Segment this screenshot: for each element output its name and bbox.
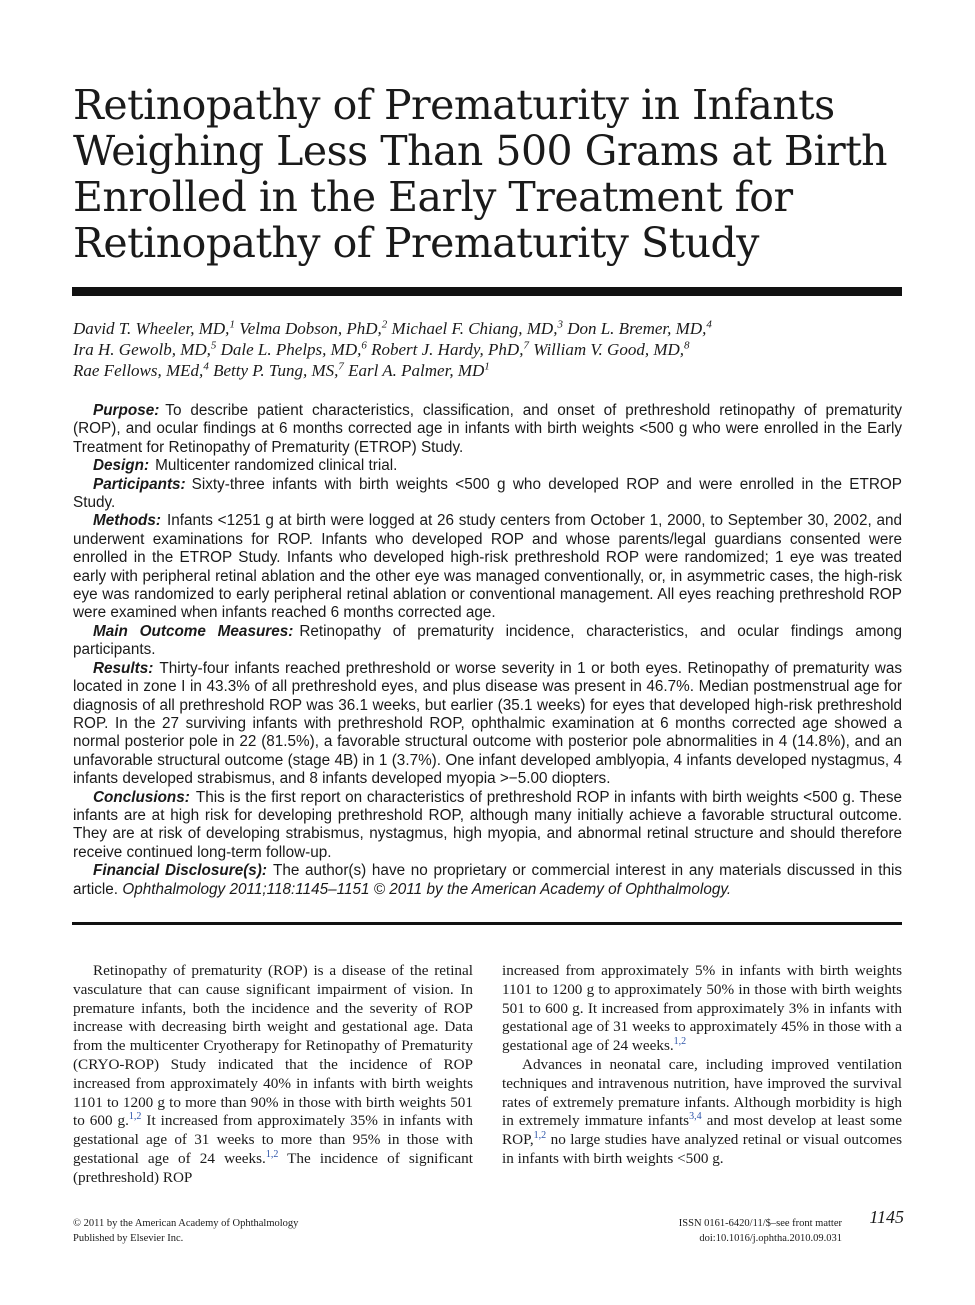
- author-name: Don L. Bremer, MD,: [567, 319, 707, 338]
- title-line: Retinopathy of Prematurity Study: [73, 219, 759, 267]
- abstract-conclusions: [73, 789, 902, 863]
- purpose-label: Purpose:: [93, 402, 160, 419]
- body-paragraph: [502, 962, 902, 1056]
- author-name: Michael F. Chiang, MD,: [391, 319, 558, 338]
- participants-text: Sixty-three infants with birth weights <500 g who developed ROP and were enrolled in the ETROP Study.: [73, 475, 902, 512]
- reference-link[interactable]: 1,2: [533, 1130, 547, 1142]
- copyright-text: © 2011 by the American Academy of Ophthalmology: [73, 1218, 299, 1229]
- body-text: no large studies have analyzed retinal or visual outcomes in infants with birth weights <500 g.: [502, 1131, 902, 1167]
- body-paragraph: [73, 962, 473, 1188]
- conclusions-label: Conclusions:: [93, 788, 190, 806]
- results-text: Thirty-four infants reached prethreshold or worse severity in 1 or both eyes. Retinopathy of prematurity was located in zone I in 43.3% of all prethreshold eyes, and plus disease was present in 46.7%. Median postmenstrual age for diagnosis of all prethreshold ROP was 36.1 weeks, but earlier (35.1 weeks) for eyes that developed high-risk prethreshold ROP. In the 27 surviving infants with prethreshold ROP, ophthalmic examination at 6 months corrected age showed a normal posterior pole in 22 (81.5%), a favorable structural outcome with posterior pole abnormalities in 4 (14.8%), and an unfavorable structural outcome (stage 4B) in 1 (3.7%). One infant developed amblyopia, 4 infants developed nystagmus, 4 infants developed strabismus, and 8 infants developed myopia >−5.00 diopters.: [73, 659, 902, 788]
- title-line: Enrolled in the Early Treatment for: [73, 173, 793, 221]
- conclusions-text: This is the first report on characteristics of prethreshold ROP in infants with birth weights <500 g. These infants are at high risk for developing prethreshold ROP, although many initially achieve a favorable structural outcome. They are at risk of developing strabismus, nystagmus, high myopia, and abnormal retinal structure and should therefore receive continued long-term follow-up.: [73, 788, 902, 861]
- affiliation-marker: 6: [361, 339, 367, 352]
- abstract-purpose: [73, 402, 902, 457]
- article-title: [73, 82, 913, 266]
- affiliation-marker: 7: [338, 360, 344, 373]
- outcome-label: Main Outcome Measures:: [93, 622, 294, 640]
- abstract-methods: [73, 512, 902, 622]
- participants-label: Participants:: [93, 475, 186, 493]
- results-label: Results:: [93, 659, 154, 677]
- affiliation-marker: 1: [484, 360, 490, 373]
- page-number: 1145: [869, 1207, 904, 1227]
- author-name: Rae Fellows, MEd,: [73, 361, 204, 380]
- doi-link[interactable]: doi:10.1016/j.ophtha.2010.09.031: [699, 1233, 842, 1244]
- abstract-results: [73, 660, 902, 789]
- outcome-text: Retinopathy of prematurity incidence, characteristics, and ocular findings among participants.: [73, 622, 902, 659]
- methods-label: Methods:: [93, 512, 161, 530]
- author-name: William V. Good, MD,: [533, 340, 685, 359]
- abstract-divider: [72, 922, 902, 925]
- affiliation-marker: 8: [684, 339, 690, 352]
- affiliation-marker: 1: [229, 318, 235, 331]
- author-name: Robert J. Hardy, PhD,: [371, 340, 524, 359]
- author-name: Earl A. Palmer, MD: [348, 361, 485, 380]
- abstract: [73, 402, 902, 899]
- body-column-left: [73, 962, 473, 1188]
- author-name: Dale L. Phelps, MD,: [220, 340, 362, 359]
- body-text: and most develop at least some ROP,: [502, 1112, 902, 1149]
- body-text: Retinopathy of prematurity (ROP) is a disease of the retinal vasculature that can cause significant impairment of vision. In premature infants, both the incidence and the severity of ROP increase with decreasing birth weight and gestational age. Data from the multicenter Cryotherapy for Retinopathy of Prematurity (CRYO-ROP) Study indicated that the incidence of ROP increased from approximately 40% in infants with birth weights 1101 to 1200 g to more than 90% in those with birth weights 501 to 600 g.: [73, 962, 473, 1130]
- abstract-participants: [73, 476, 902, 513]
- footer-copyright: [73, 1216, 433, 1246]
- affiliation-marker: 3: [557, 318, 563, 331]
- affiliation-marker: 7: [523, 339, 529, 352]
- author-line: [73, 360, 903, 381]
- author-name: Ira H. Gewolb, MD,: [73, 340, 211, 359]
- purpose-text: To describe patient characteristics, classification, and onset of prethreshold retinopathy of prematurity (ROP), and ocular findings at 6 months corrected age in infants with birth weights <500 g who were enrolled in the Early Treatment for Retinopathy of Prematurity (ETROP) Study.: [73, 402, 902, 456]
- issn-text: ISSN 0161-6420/11/$–see front matter: [678, 1218, 842, 1229]
- reference-link[interactable]: 1,2: [673, 1036, 687, 1048]
- journal-citation: Ophthalmology 2011;118:1145–1151 © 2011 by the American Academy of Ophthalmology.: [122, 880, 732, 898]
- body-text: Advances in neonatal care, including improved ventilation techniques and intravenous nutrition, have improved the survival rates of extremely premature infants. Although morbidity is high in extremely immature infants: [502, 1055, 902, 1130]
- design-label: Design:: [93, 457, 150, 475]
- body-paragraph: [502, 1056, 902, 1169]
- publisher-text: Published by Elsevier Inc.: [73, 1233, 184, 1244]
- body-text: increased from approximately 5% in infants with birth weights 1101 to 1200 g to approximately 50% in those with birth weights 501 to 600 g. It increased from approximately 3% in infants with gestational age of 31 weeks to approximately 45% in those with a gestational age of 24 weeks.: [502, 962, 902, 1055]
- footer-identifiers: [560, 1216, 842, 1246]
- disclosure-text: The author(s) have no proprietary or commercial interest in any materials discussed in this article.: [73, 862, 903, 898]
- design-text: Multicenter randomized clinical trial.: [155, 457, 398, 475]
- abstract-outcome: [73, 623, 902, 660]
- affiliation-marker: 5: [210, 339, 217, 352]
- reference-link[interactable]: 3,4: [689, 1111, 702, 1123]
- body-text: It increased from approximately 35% in infants with gestational age of 31 weeks to more than 95% in those with gestational age of 24 weeks.: [73, 1112, 473, 1167]
- author-line: [73, 339, 903, 360]
- reference-link[interactable]: 1,2: [265, 1148, 279, 1160]
- author-name: David T. Wheeler, MD,: [73, 319, 230, 338]
- reference-link[interactable]: 1,2: [128, 1111, 142, 1123]
- author-name: Velma Dobson, PhD,: [239, 319, 382, 338]
- body-text: The incidence of significant (prethreshold) ROP: [73, 1149, 473, 1186]
- abstract-disclosure: [73, 862, 902, 899]
- author-name: Betty P. Tung, MS,: [213, 361, 339, 380]
- title-line: Retinopathy of Prematurity in Infants: [73, 81, 835, 129]
- title-divider: [72, 287, 902, 296]
- author-list: [73, 318, 903, 381]
- disclosure-label: Financial Disclosure(s):: [93, 862, 267, 880]
- methods-text: Infants <1251 g at birth were logged at 26 study centers from October 1, 2000, to September 30, 2002, and underwent examinations for ROP. Infants who developed ROP and whose parents/legal guardians consented were enrolled in the ETROP Study. Infants who developed high-risk prethreshold ROP were randomized; 1 eye was treated early with peripheral retinal ablation and the other eye was managed conventionally, or, in asymmetric cases, the high-risk eye was randomized to early peripheral retinal ablation or conventional management. All eyes reaching prethreshold ROP were examined when infants reached 6 months corrected age.: [73, 512, 902, 622]
- author-line: [73, 318, 903, 339]
- body-column-right: [502, 962, 902, 1169]
- affiliation-marker: 4: [706, 318, 712, 331]
- affiliation-marker: 4: [203, 360, 209, 373]
- affiliation-marker: 2: [381, 318, 388, 331]
- abstract-design: [73, 457, 902, 475]
- title-line: Weighing Less Than 500 Grams at Birth: [73, 127, 888, 175]
